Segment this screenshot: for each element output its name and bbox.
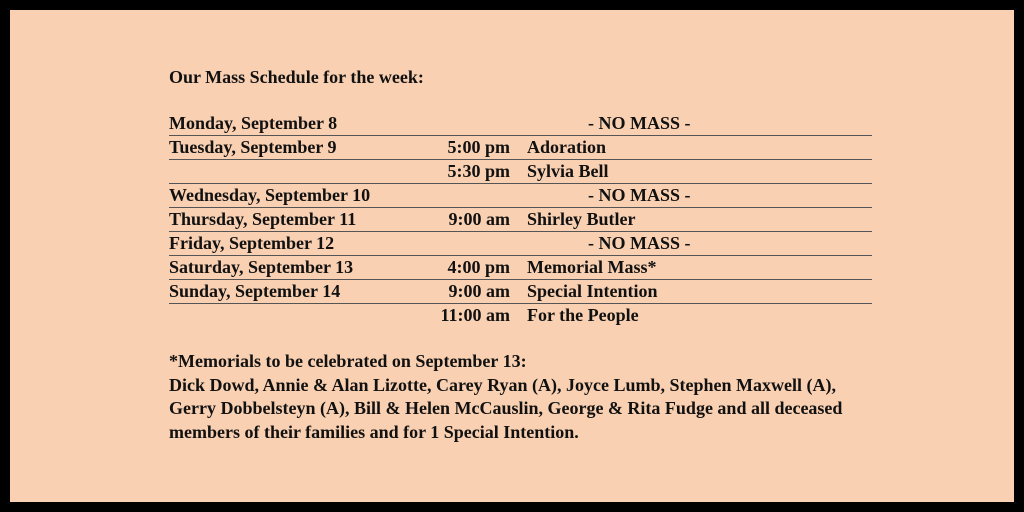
memorials-notes bbox=[169, 350, 869, 444]
schedule-row bbox=[169, 136, 872, 159]
schedule-row bbox=[169, 160, 872, 184]
bulletin-panel bbox=[10, 10, 1014, 502]
schedule-table bbox=[169, 112, 872, 327]
schedule-day: Monday, September 8 bbox=[169, 113, 338, 133]
schedule-day: Thursday, September 11 bbox=[169, 209, 357, 229]
schedule-row bbox=[169, 304, 872, 327]
schedule-intention: Memorial Mass* bbox=[527, 257, 657, 277]
schedule-row bbox=[169, 232, 872, 256]
schedule-intention: Adoration bbox=[527, 137, 607, 157]
no-mass-note: - NO MASS - bbox=[588, 185, 691, 205]
schedule-day: Saturday, September 13 bbox=[169, 257, 354, 277]
schedule-time: 9:00 am bbox=[448, 281, 510, 301]
schedule-day: Friday, September 12 bbox=[169, 233, 335, 253]
memorials-title: *Memorials to be celebrated on September 13: bbox=[169, 351, 527, 371]
schedule-heading: Our Mass Schedule for the week: bbox=[169, 67, 424, 87]
mass-schedule-content bbox=[169, 66, 879, 444]
schedule-day: Sunday, September 14 bbox=[169, 281, 341, 301]
schedule-time: 5:30 pm bbox=[447, 161, 510, 181]
schedule-day: Tuesday, September 9 bbox=[169, 137, 337, 157]
memorials-body: Dick Dowd, Annie & Alan Lizotte, Carey Ryan (A), Joyce Lumb, Stephen Maxwell (A), Gerry Dobbelsteyn (A), Bill & Helen McCauslin, George & Rita Fudge and all deceased members of their families and for 1 Special Intention. bbox=[169, 374, 843, 442]
schedule-time: 5:00 pm bbox=[447, 137, 510, 157]
schedule-row bbox=[169, 208, 872, 232]
schedule-time: 4:00 pm bbox=[447, 257, 510, 277]
no-mass-note: - NO MASS - bbox=[588, 113, 691, 133]
schedule-row bbox=[169, 280, 872, 304]
schedule-intention: For the People bbox=[527, 305, 639, 325]
schedule-day: Wednesday, September 10 bbox=[169, 185, 371, 205]
schedule-time: 11:00 am bbox=[440, 305, 510, 325]
schedule-time: 9:00 am bbox=[448, 209, 510, 229]
no-mass-note: - NO MASS - bbox=[588, 233, 691, 253]
schedule-row bbox=[169, 256, 872, 280]
schedule-row bbox=[169, 112, 872, 136]
schedule-intention: Special Intention bbox=[527, 281, 658, 301]
schedule-intention: Shirley Butler bbox=[527, 209, 636, 229]
schedule-intention: Sylvia Bell bbox=[527, 161, 609, 181]
schedule-row bbox=[169, 184, 872, 208]
